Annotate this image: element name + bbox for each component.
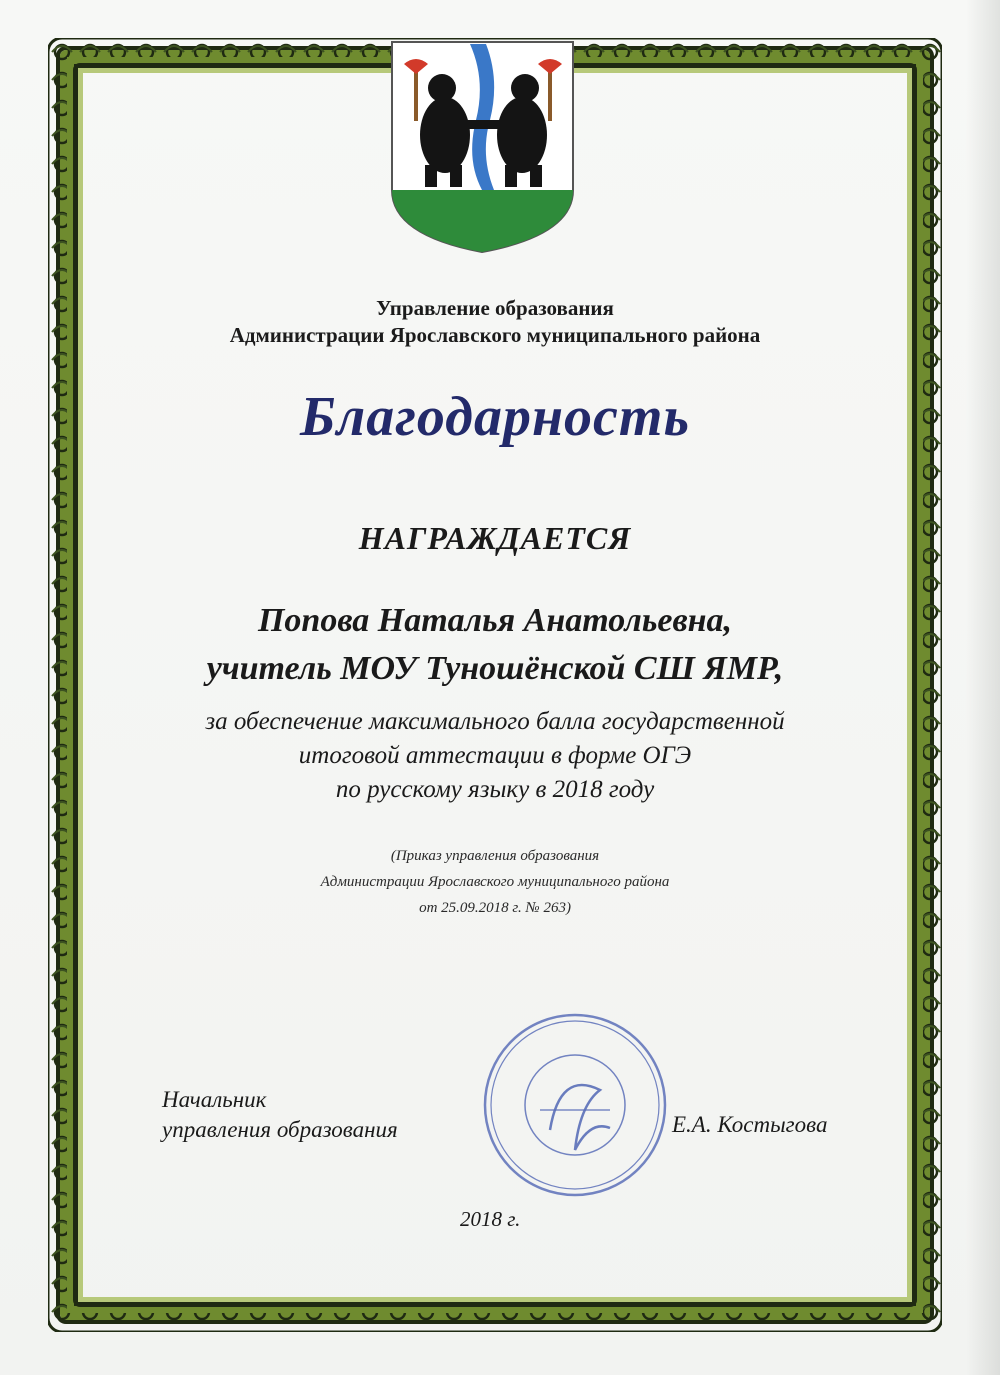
- coat-of-arms-bears-icon: [390, 40, 575, 255]
- awarded-heading: НАГРАЖДАЕТСЯ: [358, 520, 632, 556]
- order-reference: [100, 843, 890, 921]
- organization-line-2: Администрации Ярославского муниципального района: [229, 323, 761, 347]
- page-edge-shadow: [966, 0, 1000, 1375]
- order-line-1: (Приказ управления образования: [390, 848, 600, 864]
- recipient-name: Попова Наталья Анатольевна,: [257, 602, 733, 639]
- award-reason: [100, 705, 890, 807]
- order-line-3: от 25.09.2018 г. № 263): [419, 900, 571, 916]
- organization-line-1: Управление образования: [376, 296, 614, 320]
- certificate-title: Благодарность: [299, 386, 691, 448]
- reason-line-1: за обеспечение максимального балла государственной: [205, 708, 785, 735]
- signer-name: Е.А. Костыгова: [672, 1112, 828, 1137]
- reason-line-2: итоговой аттестации в форме ОГЭ: [298, 742, 692, 769]
- signer-title-line-1: Начальник: [162, 1087, 267, 1112]
- signer-title-line-2: управления образования: [162, 1117, 398, 1142]
- recipient-position: учитель МОУ Туношёнской СШ ЯМР,: [206, 650, 784, 687]
- issue-year: 2018 г.: [460, 1207, 521, 1231]
- official-round-seal: [480, 1010, 670, 1200]
- order-line-2: Администрации Ярославского муниципального района: [320, 874, 670, 890]
- reason-line-3: по русскому языку в 2018 году: [335, 776, 655, 803]
- signer-title: [162, 1085, 398, 1145]
